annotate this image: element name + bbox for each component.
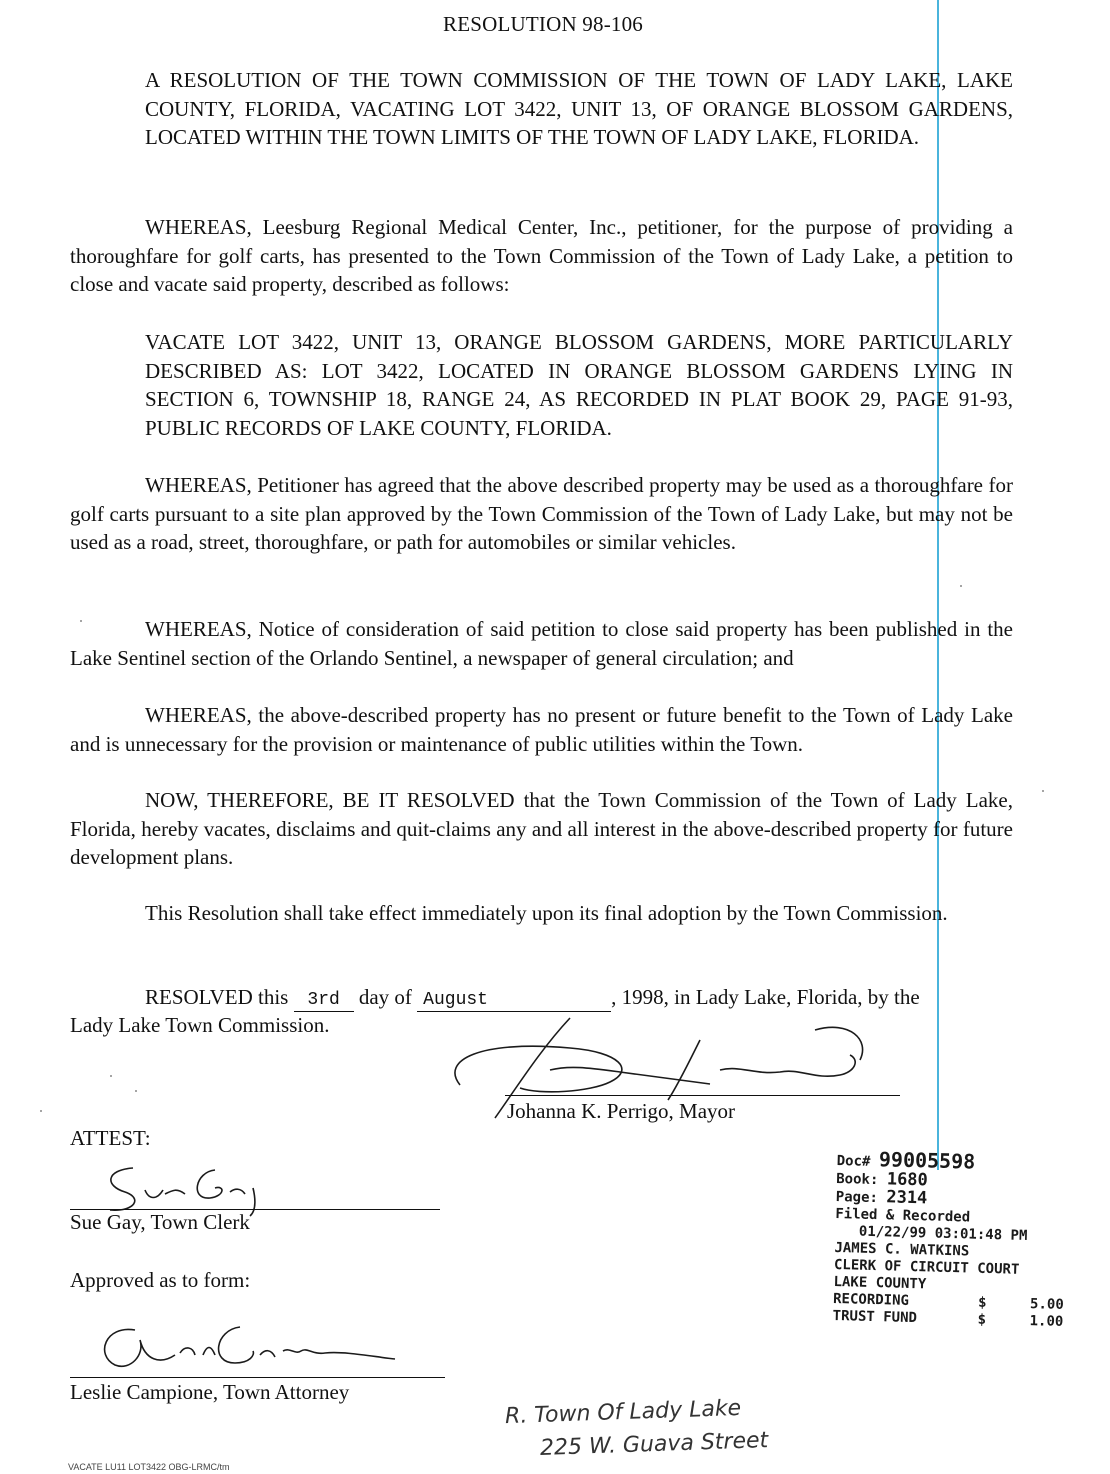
- mayor-name: Johanna K. Perrigo, Mayor: [507, 1099, 736, 1123]
- clerk-office: CLERK OF CIRCUIT COURT: [833, 1256, 1020, 1278]
- doc-number: 99005598: [878, 1147, 976, 1174]
- scan-speck: [135, 1090, 137, 1092]
- approved-label: Approved as to form:: [70, 1268, 251, 1292]
- page-label: Page:: [835, 1188, 879, 1207]
- recording-fee: RECORDING $ 5.00: [832, 1290, 1064, 1313]
- document-title: RESOLUTION 98-106: [443, 12, 643, 36]
- recorded-datetime: 01/22/99 03:01:48 PM: [858, 1223, 1028, 1245]
- county-name: LAKE COUNTY: [833, 1273, 927, 1293]
- scan-speck: [80, 620, 82, 622]
- scan-speck: [1042, 790, 1044, 792]
- attorney-name: Leslie Campione, Town Attorney: [70, 1380, 350, 1404]
- resolved-suffix: , 1998, in Lady Lake, Florida, by the: [611, 985, 920, 1009]
- clerk-name: Sue Gay, Town Clerk: [70, 1210, 250, 1234]
- whereas-paragraph-4: WHEREAS, the above-described property has no present or future benefit to the Town of Lady Lake and is unnecessary for the provision or maintenance of public utilities within the Town.: [70, 703, 1013, 756]
- whereas-paragraph-2: WHEREAS, Petitioner has agreed that the above described property may be used as a thoroughfare for golf carts pursuant to a site plan approved by the Town Commission of the Town of Lady Lake, but may not be used as a road, street, thoroughfare, or path for automobiles or similar vehicles.: [70, 473, 1013, 554]
- resolved-mid: day of: [358, 985, 412, 1009]
- doc-label: Doc#: [836, 1152, 871, 1170]
- resolved-month: August: [417, 989, 611, 1012]
- scan-artifact-line: [937, 0, 939, 1170]
- resolved-line: [145, 985, 920, 1012]
- mayor-signature-line: [505, 1095, 900, 1096]
- scan-speck: [110, 1075, 112, 1077]
- attorney-signature: [85, 1315, 415, 1385]
- attorney-signature-line: [70, 1377, 445, 1378]
- page-number: 2314: [886, 1187, 928, 1209]
- resolved-line-2: Lady Lake Town Commission.: [70, 1013, 330, 1037]
- return-note-line-2: 225 W. Guava Street: [539, 1428, 769, 1461]
- return-note-line-1: R. Town Of Lady Lake: [504, 1395, 742, 1430]
- resolved-prefix: RESOLVED this: [145, 985, 289, 1009]
- preamble-paragraph: A RESOLUTION OF THE TOWN COMMISSION OF THE TOWN OF LADY LAKE, LAKE COUNTY, FLORIDA, VACATING LOT 3422, UNIT 13, OF ORANGE BLOSSOM GARDENS, LOCATED WITHIN THE TOWN LIMITS OF THE TOWN OF LADY LAKE, FLORIDA.: [145, 68, 1013, 149]
- footer-code: VACATE LU11 LOT3422 OBG-LRMC/tm: [68, 1462, 230, 1472]
- whereas-paragraph-3: WHEREAS, Notice of consideration of said petition to close said property has been published in the Lake Sentinel section of the Orlando Sentinel, a newspaper of general circulation; and: [70, 617, 1013, 670]
- resolution-clause: NOW, THEREFORE, BE IT RESOLVED that the Town Commission of the Town of Lady Lake, Florida, hereby vacates, disclaims and quit-claims any and all interest in the above-described property for future development plans.: [70, 788, 1013, 869]
- whereas-paragraph-1: WHEREAS, Leesburg Regional Medical Center, Inc., petitioner, for the purpose of providing a thoroughfare for golf carts, has presented to the Town Commission of the Town of Lady Lake, a petition to close and vacate said property, described as follows:: [70, 215, 1013, 296]
- book-number: 1680: [886, 1169, 929, 1191]
- resolved-day: 3rd: [294, 989, 354, 1012]
- clerk-of-court-name: JAMES C. WATKINS: [834, 1239, 970, 1260]
- recording-stamp: [832, 1147, 1076, 1331]
- attest-label: ATTEST:: [70, 1126, 151, 1150]
- effective-clause: This Resolution shall take effect immediately upon its final adoption by the Town Commission.: [145, 901, 948, 925]
- scan-speck: [40, 1110, 42, 1112]
- book-label: Book:: [836, 1170, 879, 1189]
- scan-speck: [960, 585, 962, 587]
- legal-description: VACATE LOT 3422, UNIT 13, ORANGE BLOSSOM GARDENS, MORE PARTICULARLY DESCRIBED AS: LOT 3422, LOCATED IN ORANGE BLOSSOM GARDENS LYING IN SECTION 6, TOWNSHIP 18, RANGE 24, AS RECORDED IN PLAT BOOK 29, PAGE 91-93, PUBLIC RECORDS OF LAKE COUNTY, FLORIDA.: [145, 330, 1013, 440]
- trust-fund-fee: TRUST FUND $ 1.00: [832, 1307, 1064, 1330]
- filed-text: Filed & Recorded: [835, 1205, 971, 1226]
